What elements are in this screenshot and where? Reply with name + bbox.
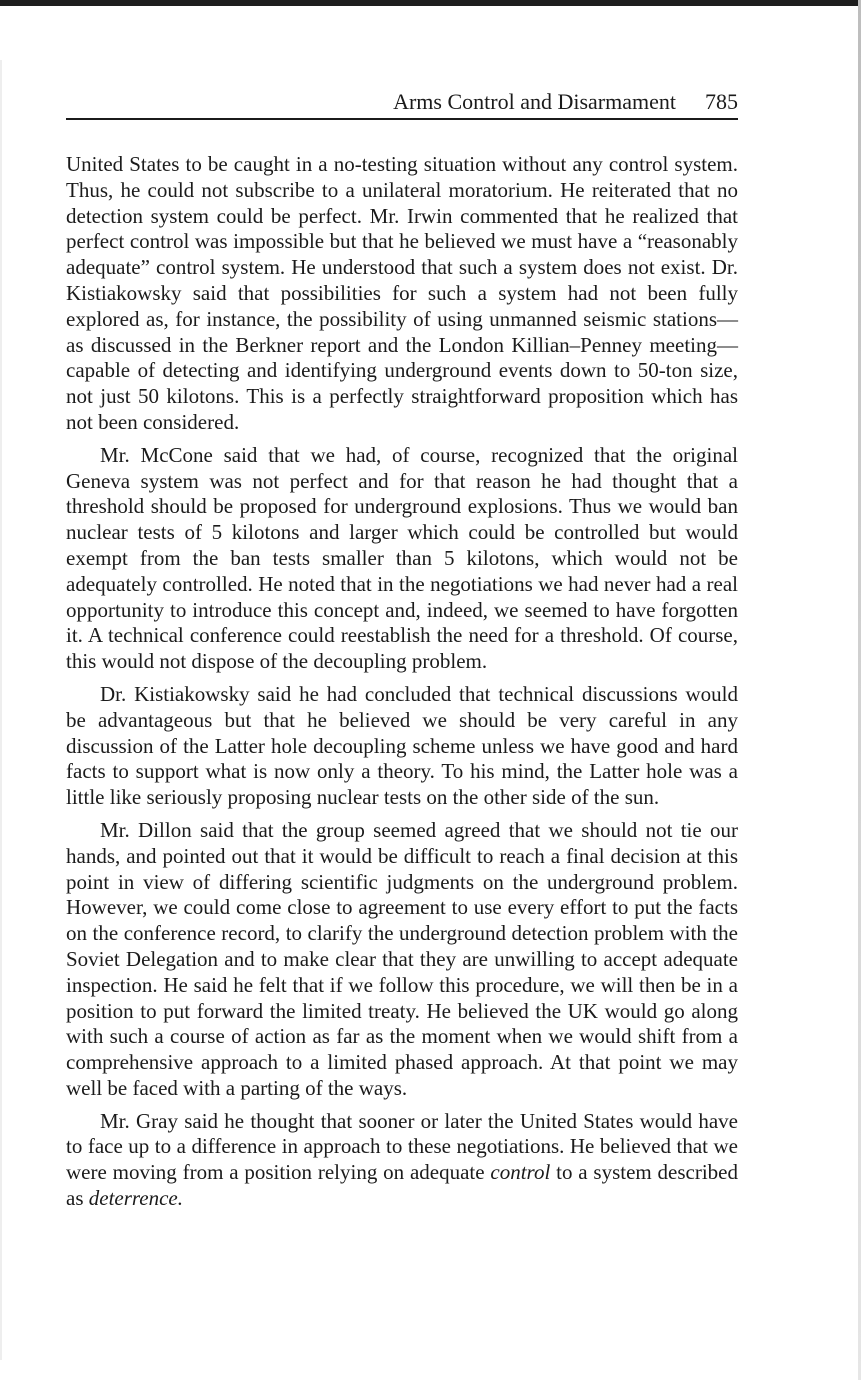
paragraph-3: Dr. Kistiakowsky said he had concluded that technical discussions would be advantageous but that he believed we should be very careful in any discussion of the Latter hole decoupling scheme unless we have good and hard facts to support what is now only a theory. To his mind, the Latter hole was a little like seriously proposing nuclear tests on the other side of the sun.	[66, 681, 738, 810]
paragraph-5-text-a: Mr. Gray said he thought that sooner or later the United States would have to face up to a difference in approach to these negotiations. He believed that we were moving from a position relying on adequate	[66, 1108, 738, 1185]
running-header-title: Arms Control and Disarmament	[393, 89, 676, 114]
scan-edge-left	[0, 60, 2, 1360]
body-text	[66, 152, 738, 1212]
scan-edge-top	[0, 0, 861, 6]
running-header	[66, 89, 738, 117]
paragraph-1: United States to be caught in a no-testing situation without any control system. Thus, he could not subscribe to a unilateral moratorium. He reiterated that no detection system could be perfect. Mr. Irwin commented that he realized that perfect control was impossible but that he believed we must have a “reasonably adequate” control system. He understood that such a system does not exist. Dr. Kistiakowsky said that possibilities for such a system had not been fully explored as, for instance, the possibility of using unmanned seismic stations—as discussed in the Berkner report and the London Killian–Penney meeting—capable of detecting and identifying underground events down to 50-ton size, not just 50 kilotons. This is a perfectly straightforward proposition which has not been considered.	[66, 152, 738, 434]
page-number: 785	[705, 89, 738, 114]
paragraph-4: Mr. Dillon said that the group seemed agreed that we should not tie our hands, and pointed out that it would be difficult to reach a final decision at this point in view of differing scientific judgments on the underground problem. However, we could come close to agreement to use every effort to put the facts on the conference record, to clarify the underground detection problem with the Soviet Delegation and to make clear that they are unwilling to accept adequate inspection. He said he felt that if we follow this procedure, we will then be in a position to put forward the limited treaty. He believed the UK would go along with such a course of action as far as the moment when we would shift from a comprehensive approach to a limited phased approach. At that point we may well be faced with a parting of the ways.	[66, 817, 738, 1100]
paragraph-5	[66, 1109, 738, 1212]
header-rule	[66, 118, 738, 120]
paragraph-5-text-b: to a system described as	[66, 1160, 739, 1211]
paragraph-5-emphasis-control: control	[490, 1160, 551, 1185]
paragraph-2: Mr. McCone said that we had, of course, recognized that the original Geneva system was not perfect and for that reason he had thought that a threshold should be proposed for underground explosions. Thus we would ban nuclear tests of 5 kilotons and larger which could be controlled but would exempt from the ban tests smaller than 5 kilotons, which would not be adequately controlled. He noted that in the negotiations we had never had a real opportunity to introduce this concept and, indeed, we seemed to have forgotten it. A technical conference could reestablish the need for a threshold. Of course, this would not dispose of the decoupling problem.	[66, 442, 738, 674]
paragraph-5-emphasis-deterrence: deterrence.	[88, 1186, 184, 1211]
